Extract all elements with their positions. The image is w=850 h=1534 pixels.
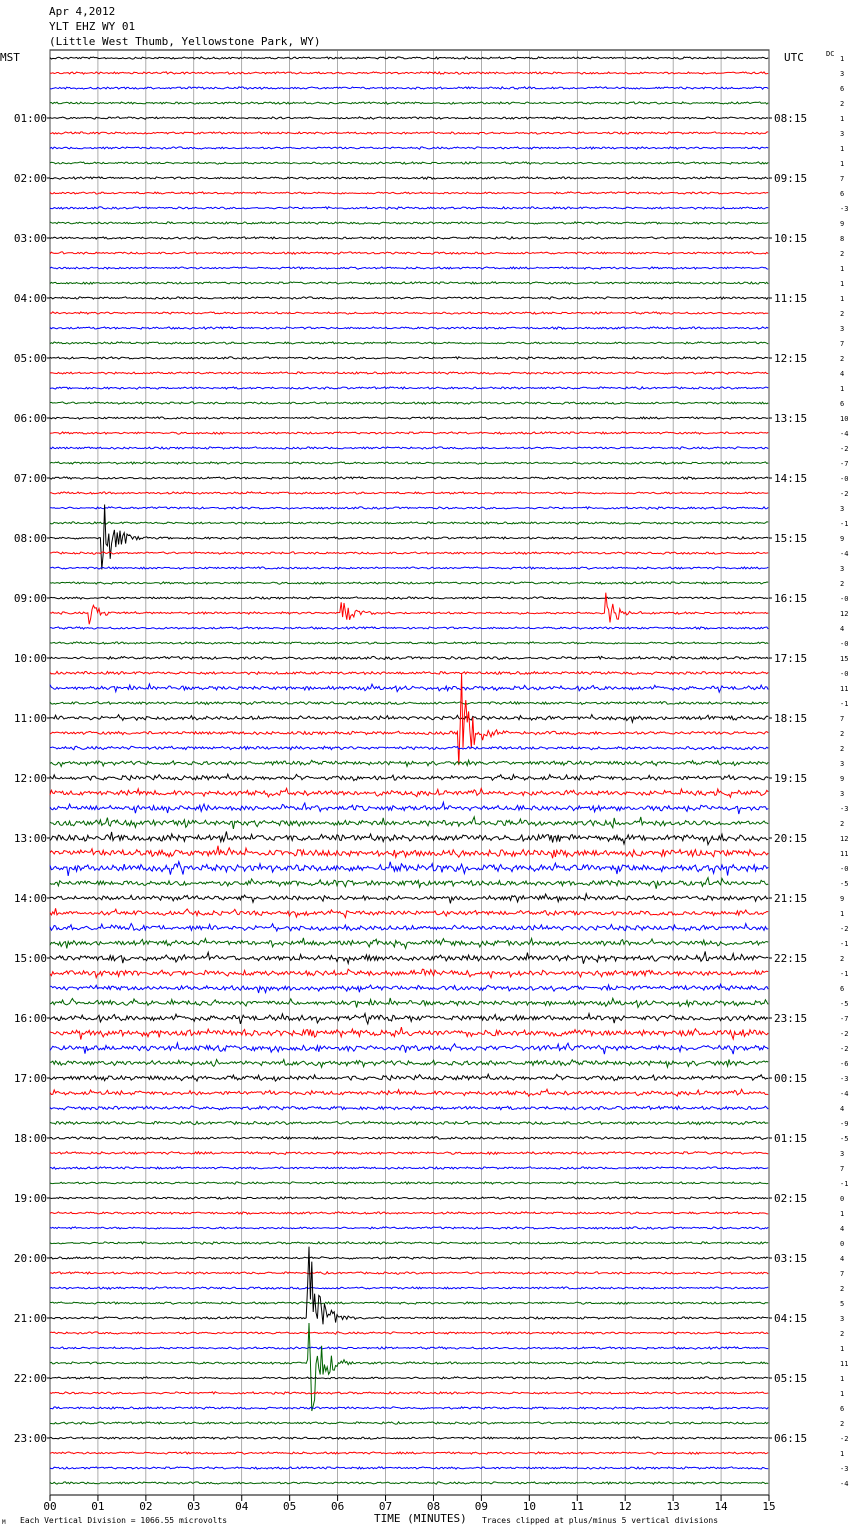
dc-offset-label: 1 [840,160,845,168]
dc-offset-label: 2 [840,955,845,963]
seismic-trace [50,552,768,554]
dc-offset-label: 1 [840,1345,845,1353]
left-hour-label: 03:00 [13,232,47,245]
right-hour-label: 02:15 [774,1192,808,1205]
dc-offset-label: 2 [840,1330,845,1338]
seismic-trace [50,938,768,949]
x-tick-label: 01 [91,1500,105,1513]
dc-offset-label: 6 [840,85,845,93]
dc-offset-label: 6 [840,400,845,408]
dc-offset-label: -7 [840,1015,849,1023]
seismic-trace [50,222,768,224]
seismic-trace [50,507,768,509]
seismic-trace [50,1197,768,1199]
seismic-trace [50,327,768,329]
dc-offset-label: -3 [840,1075,849,1083]
seismic-trace [50,505,768,570]
scale-note: Each Vertical Division = 1066.55 microvolts [20,1516,228,1525]
seismic-trace [50,627,768,629]
right-hour-label: 10:15 [774,232,808,245]
left-hour-label: 15:00 [13,952,47,965]
station-code: YLT EHZ WY 01 [49,20,136,33]
seismic-trace [50,998,768,1008]
seismic-trace [50,760,768,766]
seismic-traces [50,57,768,1484]
left-hour-label: 01:00 [13,112,47,125]
x-tick-label: 10 [522,1500,536,1513]
seismic-trace [50,192,768,194]
dc-offset-label: 4 [840,625,845,633]
dc-offset-label: -4 [840,550,849,558]
seismic-trace [50,832,768,845]
right-hour-label: 19:15 [774,772,808,785]
x-tick-label: 06 [330,1500,345,1513]
dc-offset-label: 10 [840,415,849,423]
seismic-trace [50,582,768,584]
x-tick-label: 12 [618,1500,632,1513]
left-hour-label: 05:00 [13,352,47,365]
seismic-trace [50,462,768,464]
seismic-trace [50,1182,768,1184]
seismic-trace [50,1074,768,1081]
dc-offset-label: -0 [840,640,849,648]
right-hour-label: 14:15 [774,472,808,485]
seismic-trace [50,802,768,814]
seismic-trace [50,267,768,269]
seismic-trace [50,1060,768,1068]
dc-offset-label: 4 [840,370,845,378]
seismic-trace [50,72,768,74]
seismic-trace [50,1482,768,1484]
dc-offset-label: -3 [840,1465,849,1473]
dc-offset-label: 9 [840,220,845,228]
seismic-trace [50,1452,768,1454]
dc-offset-label: -2 [840,1030,849,1038]
seismic-trace [50,1302,768,1304]
seismic-trace [50,252,768,254]
dc-offset-label: -2 [840,925,849,933]
seismic-trace [50,1347,768,1349]
seismic-trace [50,1467,768,1469]
dc-offset-label: 1 [840,145,845,153]
seismic-trace [50,342,768,344]
left-hour-label: 23:00 [13,1432,47,1445]
seismic-trace [50,788,768,797]
right-hour-label: 05:15 [774,1372,808,1385]
dc-offset-label: -1 [840,940,849,948]
x-tick-label: 04 [235,1500,249,1513]
axis-labels [14,55,849,1513]
seismic-trace [50,312,768,314]
right-hour-label: 18:15 [774,712,808,725]
seismic-trace [50,969,768,978]
seismic-trace [50,567,768,569]
seismic-trace [50,774,768,780]
dc-offset-label: -1 [840,700,849,708]
left-hour-label: 21:00 [13,1312,47,1325]
left-hour-label: 11:00 [13,712,47,725]
dc-offset-label: -6 [840,1060,849,1068]
seismic-trace [50,1089,768,1096]
right-hour-label: 15:15 [774,532,808,545]
seismic-trace [50,1121,768,1124]
seismic-trace [50,1137,768,1140]
dc-offset-label: 3 [840,565,845,573]
dc-offset-label: 3 [840,1315,845,1323]
dc-offset-label: 0 [840,1195,845,1203]
dc-offset-label: 2 [840,355,845,363]
left-hour-label: 07:00 [13,472,47,485]
dc-offset-label: -1 [840,1180,849,1188]
seismic-trace [50,282,768,284]
left-hour-label: 16:00 [13,1012,47,1025]
right-hour-label: 08:15 [774,112,808,125]
dc-offset-label: 1 [840,910,845,918]
dc-offset-label: -2 [840,1045,849,1053]
dc-offset-label: 1 [840,1450,845,1458]
dc-offset-label: 1 [840,295,845,303]
dc-offset-label: -0 [840,475,849,483]
seismic-trace [50,1014,768,1024]
seismic-trace [50,984,768,993]
dc-offset-label: 1 [840,385,845,393]
seismic-trace [50,1167,768,1169]
dc-offset-label: -2 [840,490,849,498]
right-hour-label: 11:15 [774,292,808,305]
dc-offset-label: 5 [840,1300,845,1308]
x-tick-label: 07 [378,1500,393,1513]
right-hour-label: 09:15 [774,172,808,185]
seismic-trace [50,702,768,705]
seismic-trace [50,1027,768,1039]
seismic-trace [50,237,768,239]
seismic-trace [50,492,768,494]
dc-offset-label: 1 [840,115,845,123]
right-hour-label: 13:15 [774,412,808,425]
seismic-trace [50,1392,768,1394]
dc-offset-label: 2 [840,310,845,318]
seismic-trace [50,1272,768,1274]
seismic-trace [50,177,768,179]
dc-offset-label: 1 [840,265,845,273]
left-hour-label: 12:00 [13,772,47,785]
dc-offset-label: 4 [840,1225,845,1233]
dc-offset-label: -5 [840,1135,849,1143]
seismic-trace [50,846,768,859]
seismic-trace [50,1227,768,1229]
right-hour-label: 06:15 [774,1432,808,1445]
seismic-trace [50,642,768,644]
dc-offset-label: -0 [840,865,849,873]
dc-offset-label: 3 [840,1150,845,1158]
seismic-trace [50,715,768,723]
seismic-trace [50,1407,768,1409]
seismic-trace [50,207,768,209]
dc-offset-label: -4 [840,1090,849,1098]
dc-offset-label: -0 [840,595,849,603]
dc-offset-label: -4 [840,1480,849,1488]
seismic-trace [50,162,768,164]
dc-offset-label: 3 [840,70,845,78]
dc-offset-label: 9 [840,895,845,903]
dc-offset-label: 7 [840,1270,845,1278]
dc-offset-label: 6 [840,985,845,993]
seismic-trace [50,117,768,119]
seismic-trace [50,817,768,829]
seismic-trace [50,1287,768,1289]
dc-offset-label: -3 [840,205,849,213]
seismic-trace [50,1242,768,1244]
right-hour-label: 23:15 [774,1012,808,1025]
seismic-trace [50,671,768,674]
right-hour-label: 21:15 [774,892,808,905]
right-hour-label: 00:15 [774,1072,808,1085]
x-tick-label: 02 [139,1500,153,1513]
right-hour-label: 12:15 [774,352,808,365]
seismic-trace [50,132,768,134]
dc-offset-label: -1 [840,970,849,978]
dc-offset-label: 4 [840,1105,845,1113]
seismic-trace [50,684,768,692]
dc-offset-label: -2 [840,1435,849,1443]
seismic-trace [50,402,768,404]
seismic-trace [50,87,768,89]
right-hour-label: 20:15 [774,832,808,845]
seismic-trace [50,147,768,149]
right-timezone-label: UTC [784,51,804,64]
dc-offset-label: 1 [840,1390,845,1398]
dc-offset-label: 0 [840,1240,845,1248]
plot-frame [50,50,769,1495]
seismic-trace [50,894,768,904]
dc-offset-label: -5 [840,1000,849,1008]
seismic-trace [50,1212,768,1214]
footer-mark: M [2,1519,6,1526]
x-tick-label: 15 [762,1500,776,1513]
dc-offset-label: 9 [840,775,845,783]
dc-offset-label: 1 [840,55,845,63]
seismic-trace [50,1422,768,1424]
right-hour-label: 16:15 [774,592,808,605]
left-hour-label: 10:00 [13,652,47,665]
seismic-trace [50,1106,768,1110]
clip-note: Traces clipped at plus/minus 5 vertical divisions [482,1516,719,1525]
dc-offset-label: -9 [840,1120,849,1128]
dc-offset-label: 11 [840,1360,849,1368]
seismic-trace [50,862,768,876]
dc-offset-label: -2 [840,445,849,453]
right-hour-label: 03:15 [774,1252,808,1265]
dc-offset-label: 2 [840,100,845,108]
dc-offset-label: -7 [840,460,849,468]
seismic-trace [50,1437,768,1439]
left-hour-label: 02:00 [13,172,47,185]
dc-offset-label: -0 [840,670,849,678]
left-hour-label: 18:00 [13,1132,47,1145]
left-hour-label: 14:00 [13,892,47,905]
seismic-trace [50,522,768,524]
seismic-trace [50,372,768,374]
x-tick-label: 08 [426,1500,441,1513]
x-axis-title: TIME (MINUTES) [374,1512,467,1525]
left-hour-label: 09:00 [13,592,47,605]
dc-offset-label: 7 [840,340,845,348]
dc-offset-label: 1 [840,1210,845,1218]
dc-offset-label: 8 [840,235,845,243]
seismic-trace [50,102,768,104]
seismic-trace [50,57,768,59]
x-tick-label: 00 [43,1500,57,1513]
dc-offset-label: 15 [840,655,849,663]
seismic-trace [50,597,768,599]
seismic-trace [50,908,768,917]
dc-offset-label: -4 [840,430,849,438]
dc-offset-label: 6 [840,1405,845,1413]
seismic-trace [50,432,768,434]
dc-offset-label: 2 [840,1420,845,1428]
dc-offset-label: 3 [840,130,845,138]
dc-offset-label: 2 [840,730,845,738]
dc-offset-label: 2 [840,250,845,258]
right-hour-label: 22:15 [774,952,808,965]
dc-offset-label: 11 [840,685,849,693]
seismic-trace [50,297,768,299]
dc-offset-label: 4 [840,1255,845,1263]
left-hour-label: 19:00 [13,1192,47,1205]
dc-offset-label: 2 [840,820,845,828]
seismic-trace [50,1152,768,1155]
plot-date: Apr 4,2012 [49,5,116,18]
x-tick-label: 09 [474,1500,489,1513]
left-hour-label: 13:00 [13,832,47,845]
dc-offset-label: 7 [840,1165,845,1173]
seismic-trace [50,1043,768,1054]
seismic-trace [50,1332,768,1334]
dc-offset-label: 3 [840,325,845,333]
dc-offset-label: 11 [840,850,849,858]
right-hour-label: 17:15 [774,652,808,665]
seismic-trace [50,417,768,419]
seismic-trace [50,656,768,659]
dc-offset-label: 1 [840,1375,845,1383]
seismic-trace [50,1257,768,1259]
right-hour-label: 04:15 [774,1312,808,1325]
left-timezone-label: MST [0,51,20,64]
dc-header-label: DC [826,50,835,58]
seismic-trace [50,447,768,449]
seismic-trace [50,357,768,359]
dc-offset-label: 3 [840,790,845,798]
dc-offset-label: 2 [840,745,845,753]
dc-offset-label: 12 [840,835,849,843]
dc-offset-label: 1 [840,280,845,288]
x-tick-label: 03 [187,1500,201,1513]
dc-offset-label: 3 [840,760,845,768]
left-hour-label: 08:00 [13,532,47,545]
dc-offset-label: 9 [840,535,845,543]
seismic-trace [50,1377,768,1379]
seismic-trace [50,746,768,750]
x-tick-label: 13 [666,1500,680,1513]
left-hour-label: 17:00 [13,1072,47,1085]
dc-offset-label: -1 [840,520,849,528]
x-tick-label: 05 [283,1500,297,1513]
left-hour-label: 04:00 [13,292,47,305]
dc-offset-label: 6 [840,190,845,198]
right-hour-label: 01:15 [774,1132,808,1145]
left-hour-label: 22:00 [13,1372,47,1385]
seismic-trace [50,477,768,479]
dc-offset-label: 3 [840,505,845,513]
left-hour-label: 06:00 [13,412,47,425]
seismic-trace [50,878,768,889]
seismic-trace [50,387,768,389]
x-tick-label: 11 [570,1500,584,1513]
dc-offset-label: 7 [840,175,845,183]
seismic-trace [50,951,768,963]
x-tick-label: 14 [714,1500,728,1513]
dc-offset-label: 2 [840,580,845,588]
seismic-trace [50,1323,768,1411]
left-hour-label: 20:00 [13,1252,47,1265]
seismic-trace [50,924,768,932]
dc-offset-label: -3 [840,805,849,813]
dc-offset-label: -5 [840,880,849,888]
dc-offset-label: 7 [840,715,845,723]
station-location: (Little West Thumb, Yellowstone Park, WY) [49,35,321,48]
dc-offset-label: 12 [840,610,849,618]
dc-offset-label: 2 [840,1285,845,1293]
